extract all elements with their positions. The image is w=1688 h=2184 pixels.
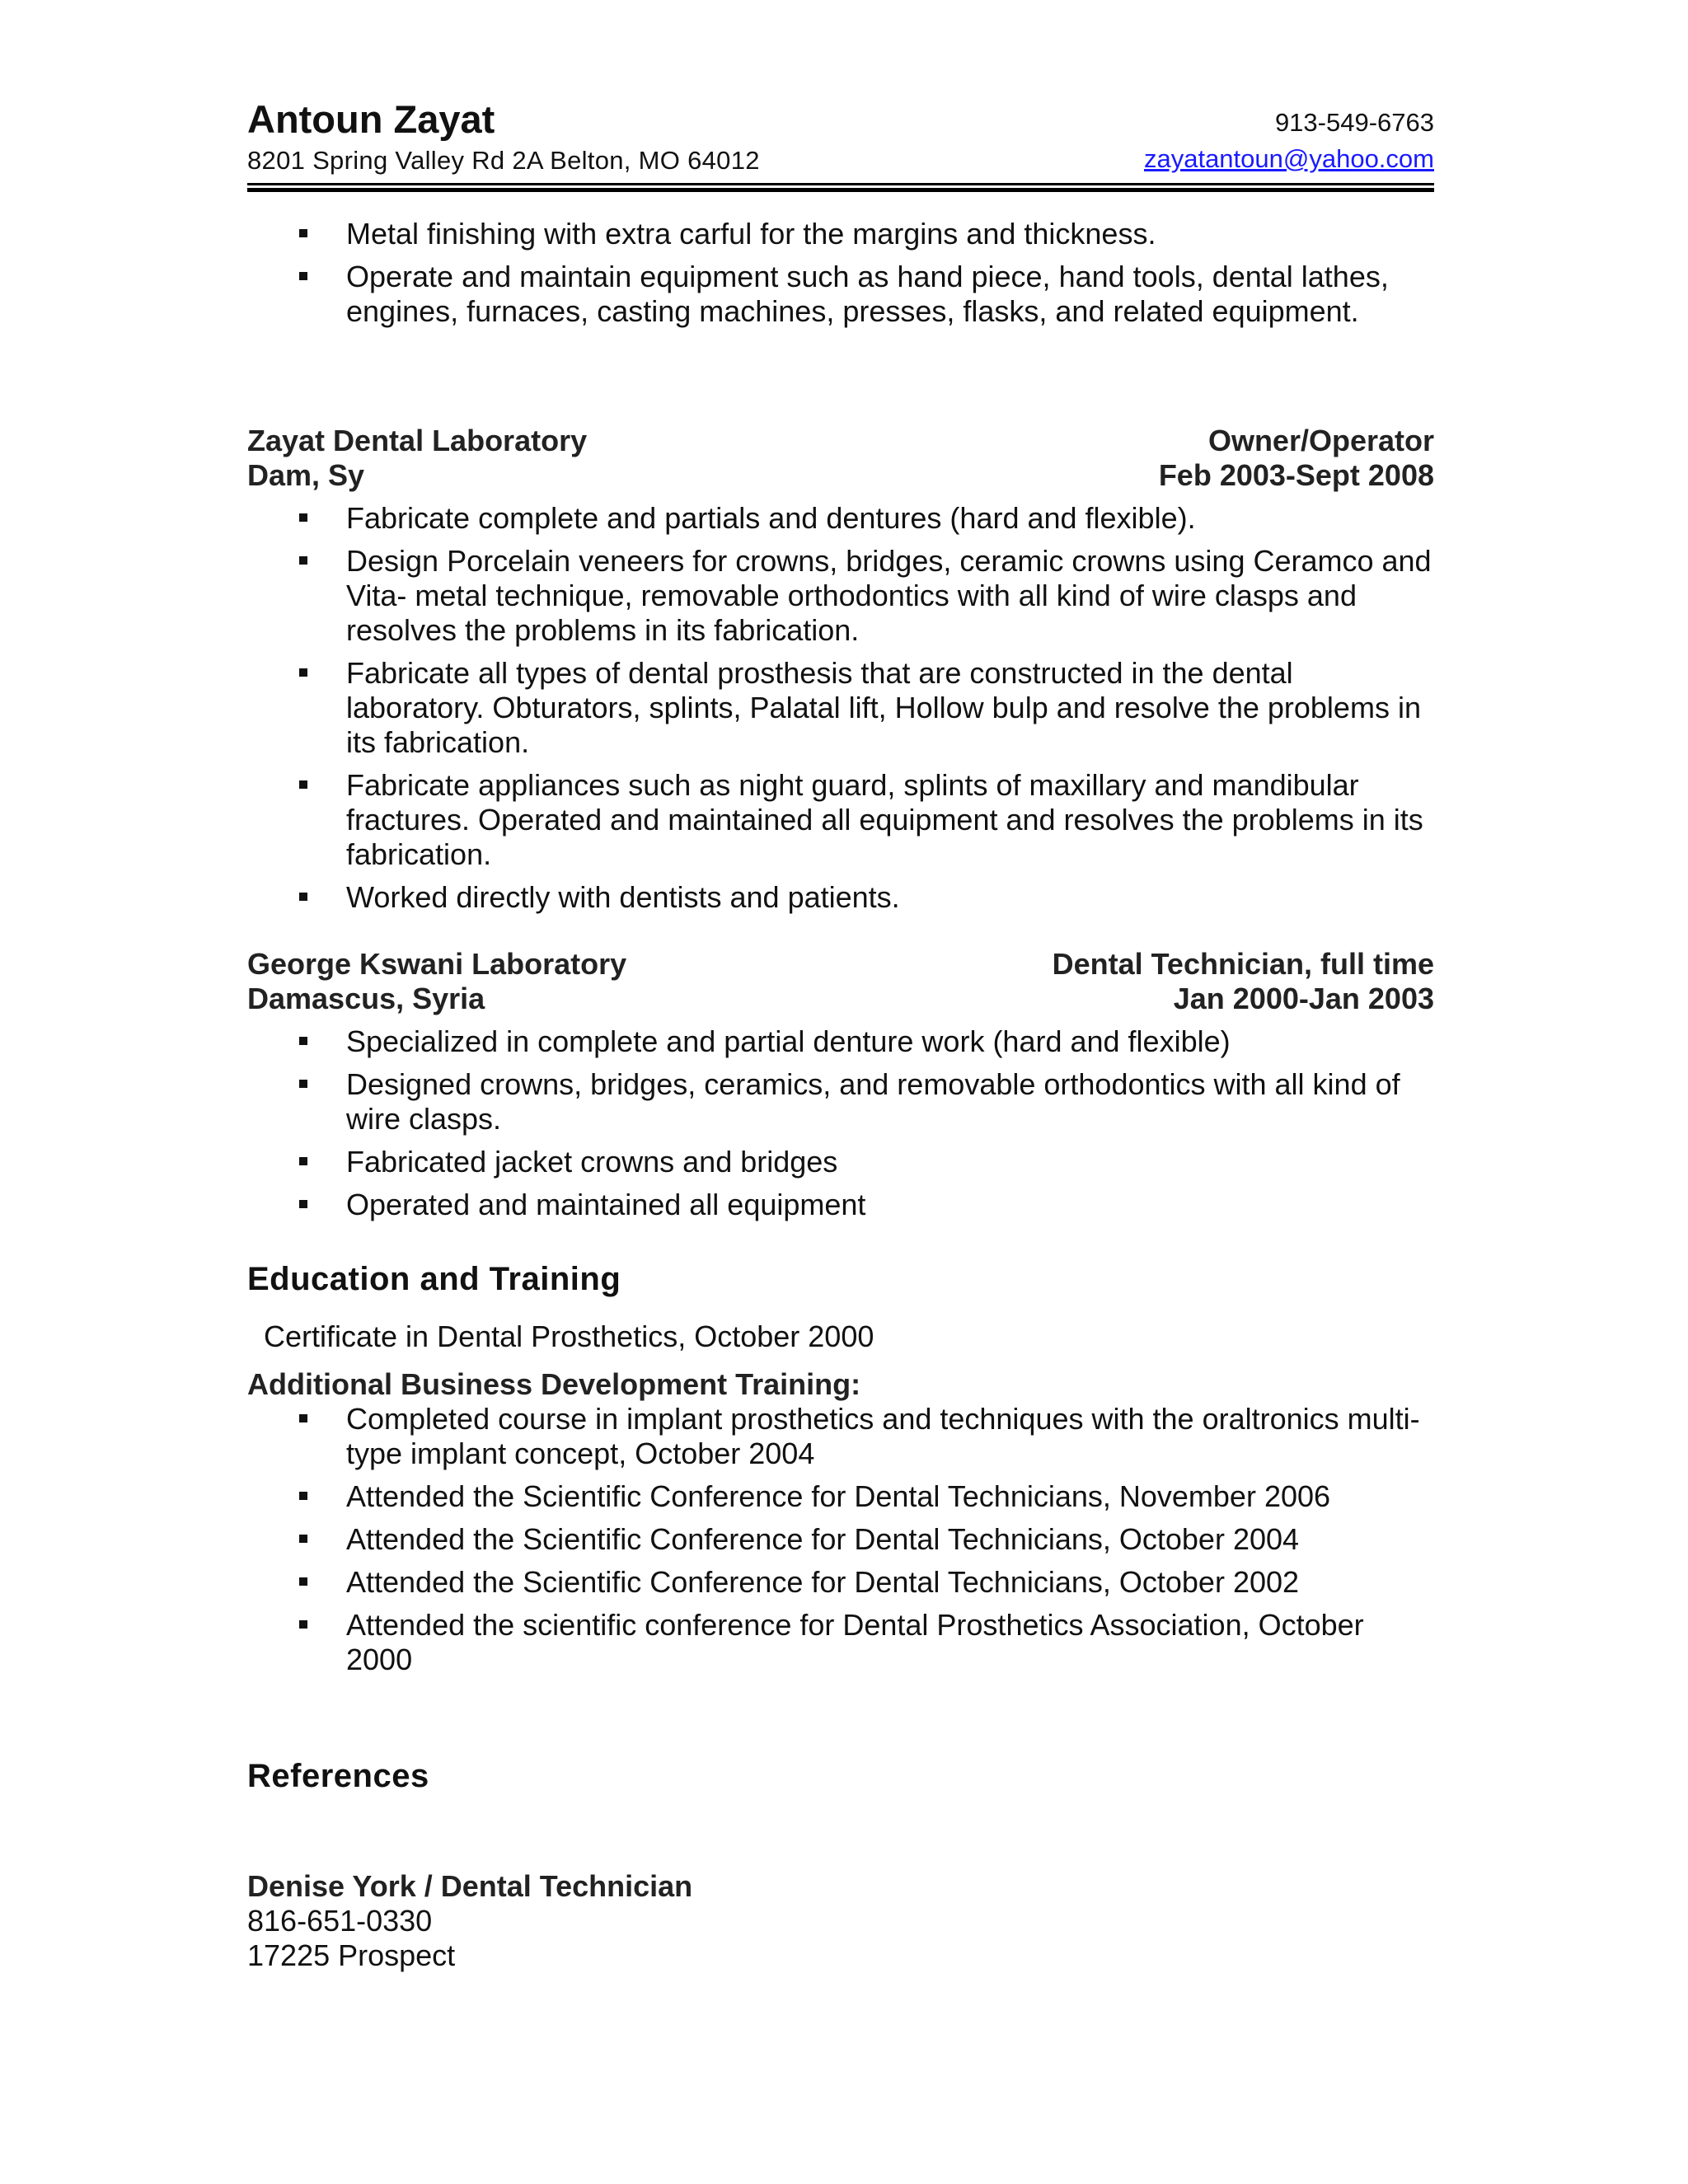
reference-address: 17225 Prospect: [247, 1938, 456, 1972]
list-item: Specialized in complete and partial denture work (hard and flexible): [247, 1024, 1434, 1059]
list-item: Fabricate complete and partials and dentures (hard and flexible).: [247, 501, 1434, 536]
list-item: Fabricate appliances such as night guard, splints of maxillary and mandibular fractures. Operated and maintained all equipment and resolves the problems in its fabrication.: [247, 768, 1434, 872]
list-item: Design Porcelain veneers for crowns, bridges, ceramic crowns using Ceramco and Vita- metal technique, removable orthodontics with all kind of wire clasps and resolves the problems in its fabrication.: [247, 544, 1434, 648]
candidate-email-link[interactable]: zayatantoun@yahoo.com: [1143, 144, 1434, 173]
list-item: Attended the Scientific Conference for Dental Technicians, October 2004: [247, 1522, 1434, 1557]
section-title-references: References: [247, 1758, 429, 1794]
header-divider: [247, 183, 1434, 185]
job-entry: [247, 424, 1434, 923]
job-title: Owner/Operator: [1207, 424, 1434, 457]
job-location: Dam, Sy: [247, 458, 365, 492]
job-dates: Feb 2003-Sept 2008: [1158, 458, 1434, 492]
candidate-address: 8201 Spring Valley Rd 2A Belton, MO 64012: [247, 146, 760, 175]
candidate-name: Antoun Zayat: [247, 97, 495, 141]
section-title-education: Education and Training: [247, 1261, 621, 1297]
job-title: Dental Technician, full time: [1052, 947, 1434, 981]
list-item: Designed crowns, bridges, ceramics, and removable orthodontics with all kind of wire clasps.: [247, 1067, 1434, 1137]
list-item: Attended the Scientific Conference for Dental Technicians, November 2006: [247, 1479, 1434, 1514]
header-divider-thick: [247, 188, 1434, 192]
list-item: Attended the Scientific Conference for Dental Technicians, October 2002: [247, 1565, 1434, 1600]
list-item: Worked directly with dentists and patients.: [247, 880, 1434, 915]
education-section: [247, 1261, 1434, 1685]
list-item: Completed course in implant prosthetics and techniques with the oraltronics multi-type implant concept, October 2004: [247, 1402, 1434, 1471]
continued-duties: [247, 217, 1434, 337]
certificate-line: Certificate in Dental Prosthetics, October 2000: [264, 1319, 874, 1353]
list-item: Attended the scientific conference for Dental Prosthetics Association, October 2000: [247, 1608, 1434, 1677]
job-entry: [247, 947, 1434, 1230]
job-header: [247, 424, 1434, 493]
list-item: Fabricated jacket crowns and bridges: [247, 1145, 1434, 1179]
job-company: George Kswani Laboratory: [247, 947, 627, 981]
job-dates: Jan 2000-Jan 2003: [1173, 982, 1434, 1015]
list-item: Operated and maintained all equipment: [247, 1188, 1434, 1222]
list-item: Metal finishing with extra carful for the margins and thickness.: [247, 217, 1434, 251]
job-company: Zayat Dental Laboratory: [247, 424, 588, 457]
references-section: [247, 1758, 1434, 1973]
job-header: [247, 947, 1434, 1016]
candidate-phone: 913-549-6763: [1274, 108, 1434, 137]
list-item: Operate and maintain equipment such as hand piece, hand tools, dental lathes, engines, furnaces, casting machines, presses, flasks, and related equipment.: [247, 260, 1434, 329]
job-location: Damascus, Syria: [247, 982, 485, 1015]
reference-phone: 816-651-0330: [247, 1904, 433, 1938]
additional-training-title: Additional Business Development Training:: [247, 1367, 861, 1401]
list-item: Fabricate all types of dental prosthesis that are constructed in the dental laboratory. Obturators, splints, Palatal lift, Hollow bulp and resolve the problems in its fabrication.: [247, 656, 1434, 760]
reference-name: Denise York / Dental Technician: [247, 1869, 693, 1903]
resume-header: [247, 95, 1434, 177]
